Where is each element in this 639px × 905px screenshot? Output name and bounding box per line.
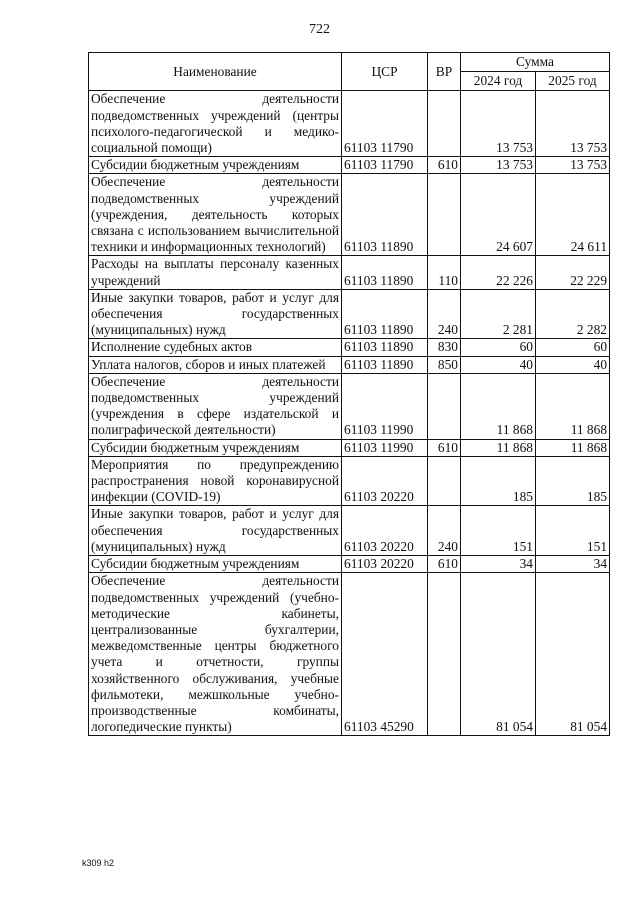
row-name: Расходы на выплаты персоналу казенных учреждений — [89, 256, 342, 289]
row-csr: 61103 11790 — [342, 91, 428, 157]
row-amount-2025: 11 868 — [536, 439, 610, 456]
row-csr: 61103 11890 — [342, 339, 428, 356]
row-name: Обеспечение деятельности подведомственных учреждений (учреждения в сфере издательской и полиграфической деятельности) — [89, 373, 342, 439]
table-row — [89, 157, 610, 174]
table-row — [89, 356, 610, 373]
table-row — [89, 506, 610, 556]
table-row — [89, 174, 610, 256]
row-csr: 61103 11890 — [342, 289, 428, 339]
table-row — [89, 456, 610, 506]
row-csr: 61103 11790 — [342, 157, 428, 174]
row-amount-2024: 11 868 — [461, 439, 536, 456]
row-vr: 610 — [428, 556, 461, 573]
row-amount-2025: 60 — [536, 339, 610, 356]
row-vr: 610 — [428, 439, 461, 456]
row-csr: 61103 20220 — [342, 506, 428, 556]
row-amount-2025: 2 282 — [536, 289, 610, 339]
table-row — [89, 573, 610, 736]
row-amount-2024: 22 226 — [461, 256, 536, 289]
row-name: Обеспечение деятельности подведомственных учреждений (учебно-методические кабинеты, централизованные бухгалтерии, межведомственные центры бюджетного учета и отчетности, группы хозяйственного обслуживания, учебные фильмотеки, межшкольные учебно-производственные комбинаты, логопедические пункты) — [89, 573, 342, 736]
row-amount-2025: 13 753 — [536, 91, 610, 157]
row-amount-2024: 60 — [461, 339, 536, 356]
table-row — [89, 289, 610, 339]
row-amount-2024: 40 — [461, 356, 536, 373]
row-amount-2024: 34 — [461, 556, 536, 573]
header-vr: ВР — [428, 53, 461, 91]
row-amount-2024: 151 — [461, 506, 536, 556]
row-csr: 61103 20220 — [342, 556, 428, 573]
header-year-2025: 2025 год — [536, 72, 610, 91]
row-vr: 610 — [428, 157, 461, 174]
row-amount-2025: 11 868 — [536, 373, 610, 439]
row-amount-2024: 2 281 — [461, 289, 536, 339]
row-name: Уплата налогов, сборов и иных платежей — [89, 356, 342, 373]
row-csr: 61103 11990 — [342, 439, 428, 456]
row-amount-2025: 13 753 — [536, 157, 610, 174]
table-header — [89, 53, 610, 91]
row-vr: 110 — [428, 256, 461, 289]
row-vr — [428, 91, 461, 157]
row-csr: 61103 11990 — [342, 373, 428, 439]
header-csr: ЦСР — [342, 53, 428, 91]
row-csr: 61103 11890 — [342, 256, 428, 289]
row-vr — [428, 373, 461, 439]
row-csr: 61103 45290 — [342, 573, 428, 736]
row-vr — [428, 456, 461, 506]
table-row — [89, 556, 610, 573]
row-name: Иные закупки товаров, работ и услуг для обеспечения государственных (муниципальных) нужд — [89, 506, 342, 556]
row-vr: 850 — [428, 356, 461, 373]
row-amount-2025: 22 229 — [536, 256, 610, 289]
row-name: Мероприятия по предупреждению распространения новой коронавирусной инфекции (COVID-19) — [89, 456, 342, 506]
row-amount-2024: 13 753 — [461, 91, 536, 157]
header-sum: Сумма — [461, 53, 610, 72]
row-amount-2025: 185 — [536, 456, 610, 506]
table-row — [89, 439, 610, 456]
table-row — [89, 256, 610, 289]
header-year-2024: 2024 год — [461, 72, 536, 91]
table-body — [89, 91, 610, 736]
row-amount-2024: 11 868 — [461, 373, 536, 439]
row-vr — [428, 174, 461, 256]
header-name: Наименование — [89, 53, 342, 91]
row-amount-2025: 34 — [536, 556, 610, 573]
row-name: Исполнение судебных актов — [89, 339, 342, 356]
row-amount-2024: 185 — [461, 456, 536, 506]
row-name: Обеспечение деятельности подведомственных учреждений (центры психолого-педагогической и медико-социальной помощи) — [89, 91, 342, 157]
row-name: Обеспечение деятельности подведомственных учреждений (учреждения, деятельность которых связана с использованием вычислительной техники и информационных технологий) — [89, 174, 342, 256]
table-row — [89, 91, 610, 157]
row-name: Субсидии бюджетным учреждениям — [89, 556, 342, 573]
row-csr: 61103 11890 — [342, 356, 428, 373]
row-amount-2024: 13 753 — [461, 157, 536, 174]
budget-table — [88, 52, 610, 736]
row-amount-2025: 24 611 — [536, 174, 610, 256]
row-csr: 61103 20220 — [342, 456, 428, 506]
row-name: Иные закупки товаров, работ и услуг для обеспечения государственных (муниципальных) нужд — [89, 289, 342, 339]
table-row — [89, 373, 610, 439]
row-vr: 830 — [428, 339, 461, 356]
row-amount-2024: 24 607 — [461, 174, 536, 256]
row-csr: 61103 11890 — [342, 174, 428, 256]
row-name: Субсидии бюджетным учреждениям — [89, 157, 342, 174]
row-vr — [428, 573, 461, 736]
table-row — [89, 339, 610, 356]
page-number: 722 — [309, 22, 330, 37]
row-amount-2025: 81 054 — [536, 573, 610, 736]
row-amount-2024: 81 054 — [461, 573, 536, 736]
document-code: k309 h2 — [82, 858, 115, 868]
row-amount-2025: 151 — [536, 506, 610, 556]
row-vr: 240 — [428, 506, 461, 556]
row-vr: 240 — [428, 289, 461, 339]
row-name: Субсидии бюджетным учреждениям — [89, 439, 342, 456]
row-amount-2025: 40 — [536, 356, 610, 373]
